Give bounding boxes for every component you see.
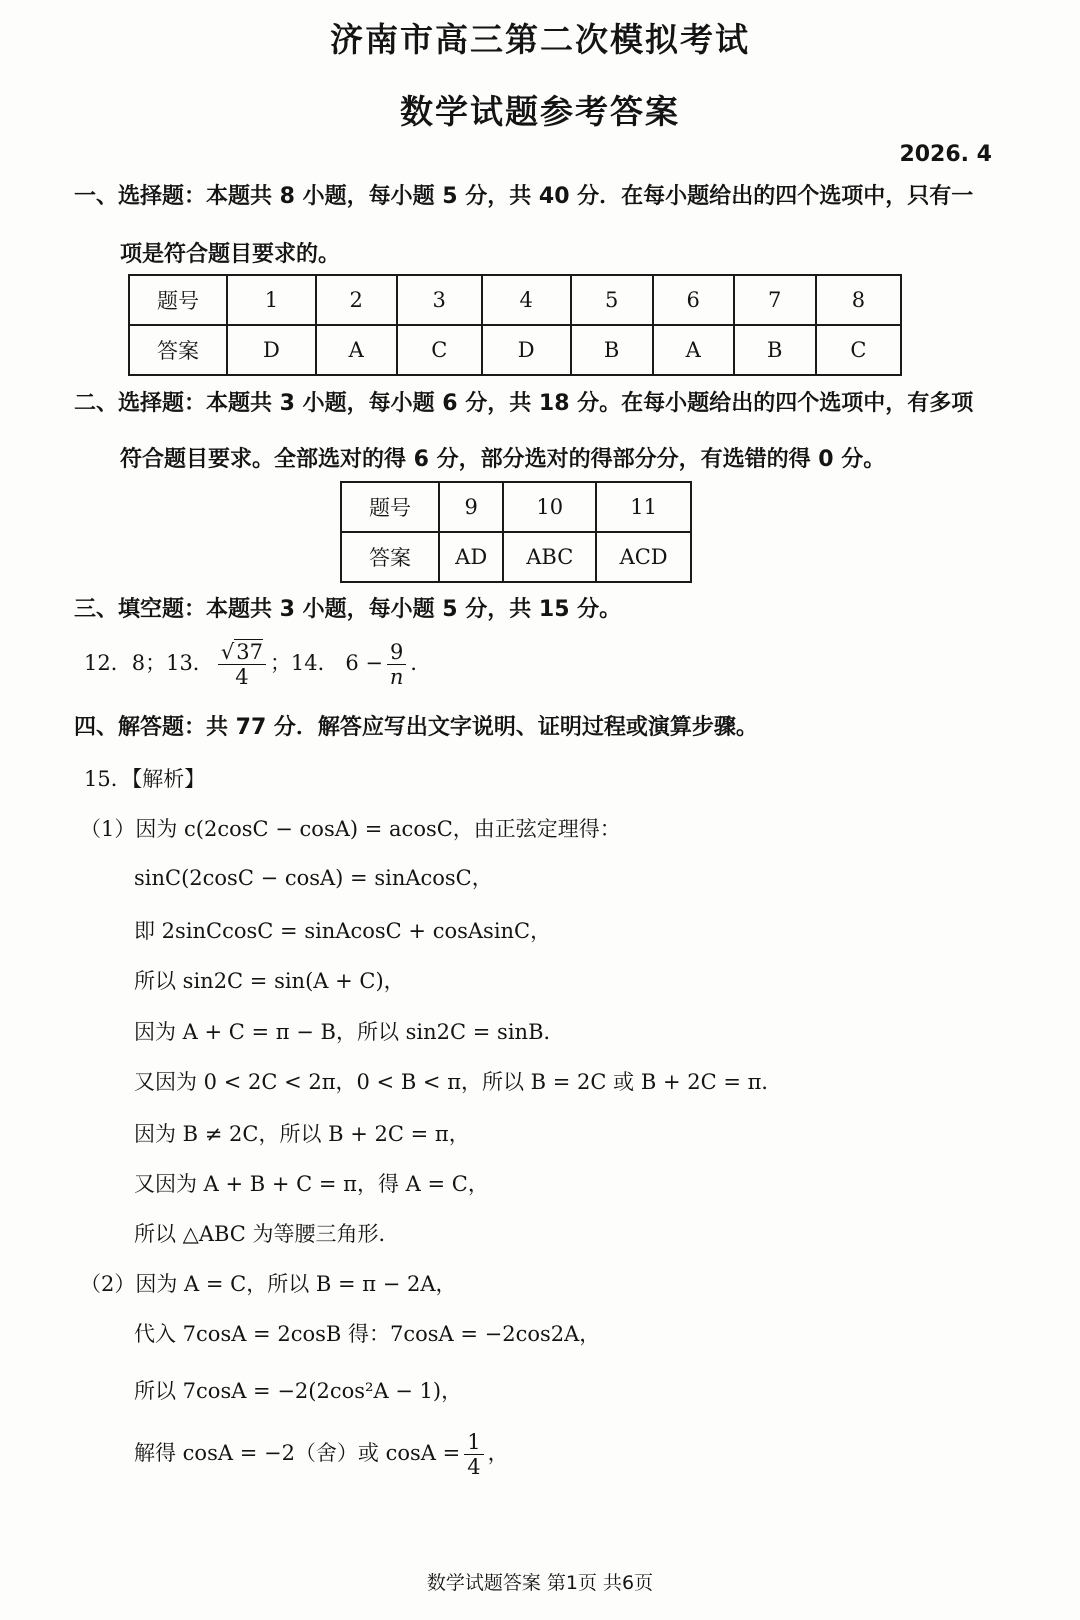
solution-line: 又因为 0 < 2C < 2π，0 < B < π，所以 B = 2C 或 B + 2C = π． <box>134 1070 783 1094</box>
solution-line: （2）因为 A = C，所以 B = π − 2A， <box>80 1272 457 1296</box>
table-cell: A <box>316 325 397 375</box>
table-cell: D <box>482 325 571 375</box>
table-cell: C <box>397 325 482 375</box>
solution-line: 所以 △ABC 为等腰三角形． <box>134 1222 400 1246</box>
answer-12: 12．8；13． <box>84 651 214 676</box>
solution-final-line: 解得 cosA = −2（舍）或 cosA = $\frac{1}{4}$ ， <box>134 1430 509 1480</box>
table-row <box>341 482 691 532</box>
table-cell: 8 <box>816 275 901 325</box>
fill-in-answers: 12．8；13． $\frac{√37}{4}$ ；14． 6 − $\frac{9}{n}$ ． <box>84 640 432 690</box>
table-cell: 10 <box>503 482 596 532</box>
section1-heading: 一、选择题：本题共 8 小题，每小题 5 分，共 40 分．在每小题给出的四个选项中，只有一 <box>74 184 974 209</box>
solution-line: sinC(2cosC − cosA) = sinAcosC， <box>134 866 493 890</box>
table-cell: A <box>653 325 734 375</box>
table-cell: ABC <box>503 532 596 582</box>
table-cell: B <box>571 325 653 375</box>
table-cell: 3 <box>397 275 482 325</box>
table-cell: D <box>227 325 316 375</box>
table-cell: 9 <box>439 482 503 532</box>
solution-line: 即 2sinCcosC = sinAcosC + cosAsinC， <box>134 919 552 943</box>
section1-heading-cont: 项是符合题目要求的。 <box>120 242 341 267</box>
section2-answer-table <box>340 481 692 583</box>
solution-line: 因为 A + C = π − B，所以 sin2C = sinB． <box>134 1020 565 1044</box>
page-footer: 数学试题答案 第1页 共6页 <box>426 1572 654 1594</box>
table-label-cell: 题号 <box>129 275 227 325</box>
table-cell: 6 <box>653 275 734 325</box>
solution-line: 所以 7cosA = −2(2cos²A − 1)， <box>134 1379 463 1403</box>
document-date: 2026. 4 <box>899 142 992 167</box>
table-cell: 11 <box>596 482 691 532</box>
table-cell: 5 <box>571 275 653 325</box>
table-row <box>341 532 691 582</box>
table-cell: AD <box>439 532 503 582</box>
table-cell: ACD <box>596 532 691 582</box>
solution-line: 因为 B ≠ 2C，所以 B + 2C = π， <box>134 1122 470 1146</box>
table-cell: 4 <box>482 275 571 325</box>
section4-heading: 四、解答题：共 77 分．解答应写出文字说明、证明过程或演算步骤。 <box>74 715 758 740</box>
document-title: 济南市高三第二次模拟考试 <box>330 20 750 59</box>
cos-a-fraction: $\frac{1}{4}$ <box>464 1430 483 1479</box>
table-cell: C <box>816 325 901 375</box>
table-label-cell: 题号 <box>341 482 439 532</box>
answer-13-fraction: $\frac{√37}{4}$ <box>218 640 266 689</box>
table-cell: 7 <box>734 275 816 325</box>
table-row <box>129 275 901 325</box>
sqrt-icon: √ <box>220 640 235 664</box>
solution-line: 又因为 A + B + C = π，得 A = C， <box>134 1172 489 1196</box>
solution-line: 所以 sin2C = sin(A + C)， <box>134 969 405 993</box>
table-label-cell: 答案 <box>129 325 227 375</box>
solution-line: 代入 7cosA = 2cosB 得：7cosA = −2cos2A， <box>134 1322 601 1346</box>
section1-answer-table <box>128 274 902 376</box>
answer-14-prefix: 6 − <box>345 651 383 676</box>
section2-heading-cont: 符合题目要求。全部选对的得 6 分，部分选对的得部分分，有选错的得 0 分。 <box>120 447 886 472</box>
question-15-title: 15．【解析】 <box>84 767 206 791</box>
table-row <box>129 325 901 375</box>
table-label-cell: 答案 <box>341 532 439 582</box>
solution-line: （1）因为 c(2cosC − cosA) = acosC，由正弦定理得： <box>80 817 621 841</box>
table-cell: 2 <box>316 275 397 325</box>
table-cell: 1 <box>227 275 316 325</box>
answer-14-fraction: $\frac{9}{n}$ <box>387 640 406 689</box>
section3-heading: 三、填空题：本题共 3 小题，每小题 5 分，共 15 分。 <box>74 597 622 622</box>
section2-heading: 二、选择题：本题共 3 小题，每小题 6 分，共 18 分。在每小题给出的四个选项中，有多项 <box>74 391 974 416</box>
document-subtitle: 数学试题参考答案 <box>400 92 680 131</box>
table-cell: B <box>734 325 816 375</box>
